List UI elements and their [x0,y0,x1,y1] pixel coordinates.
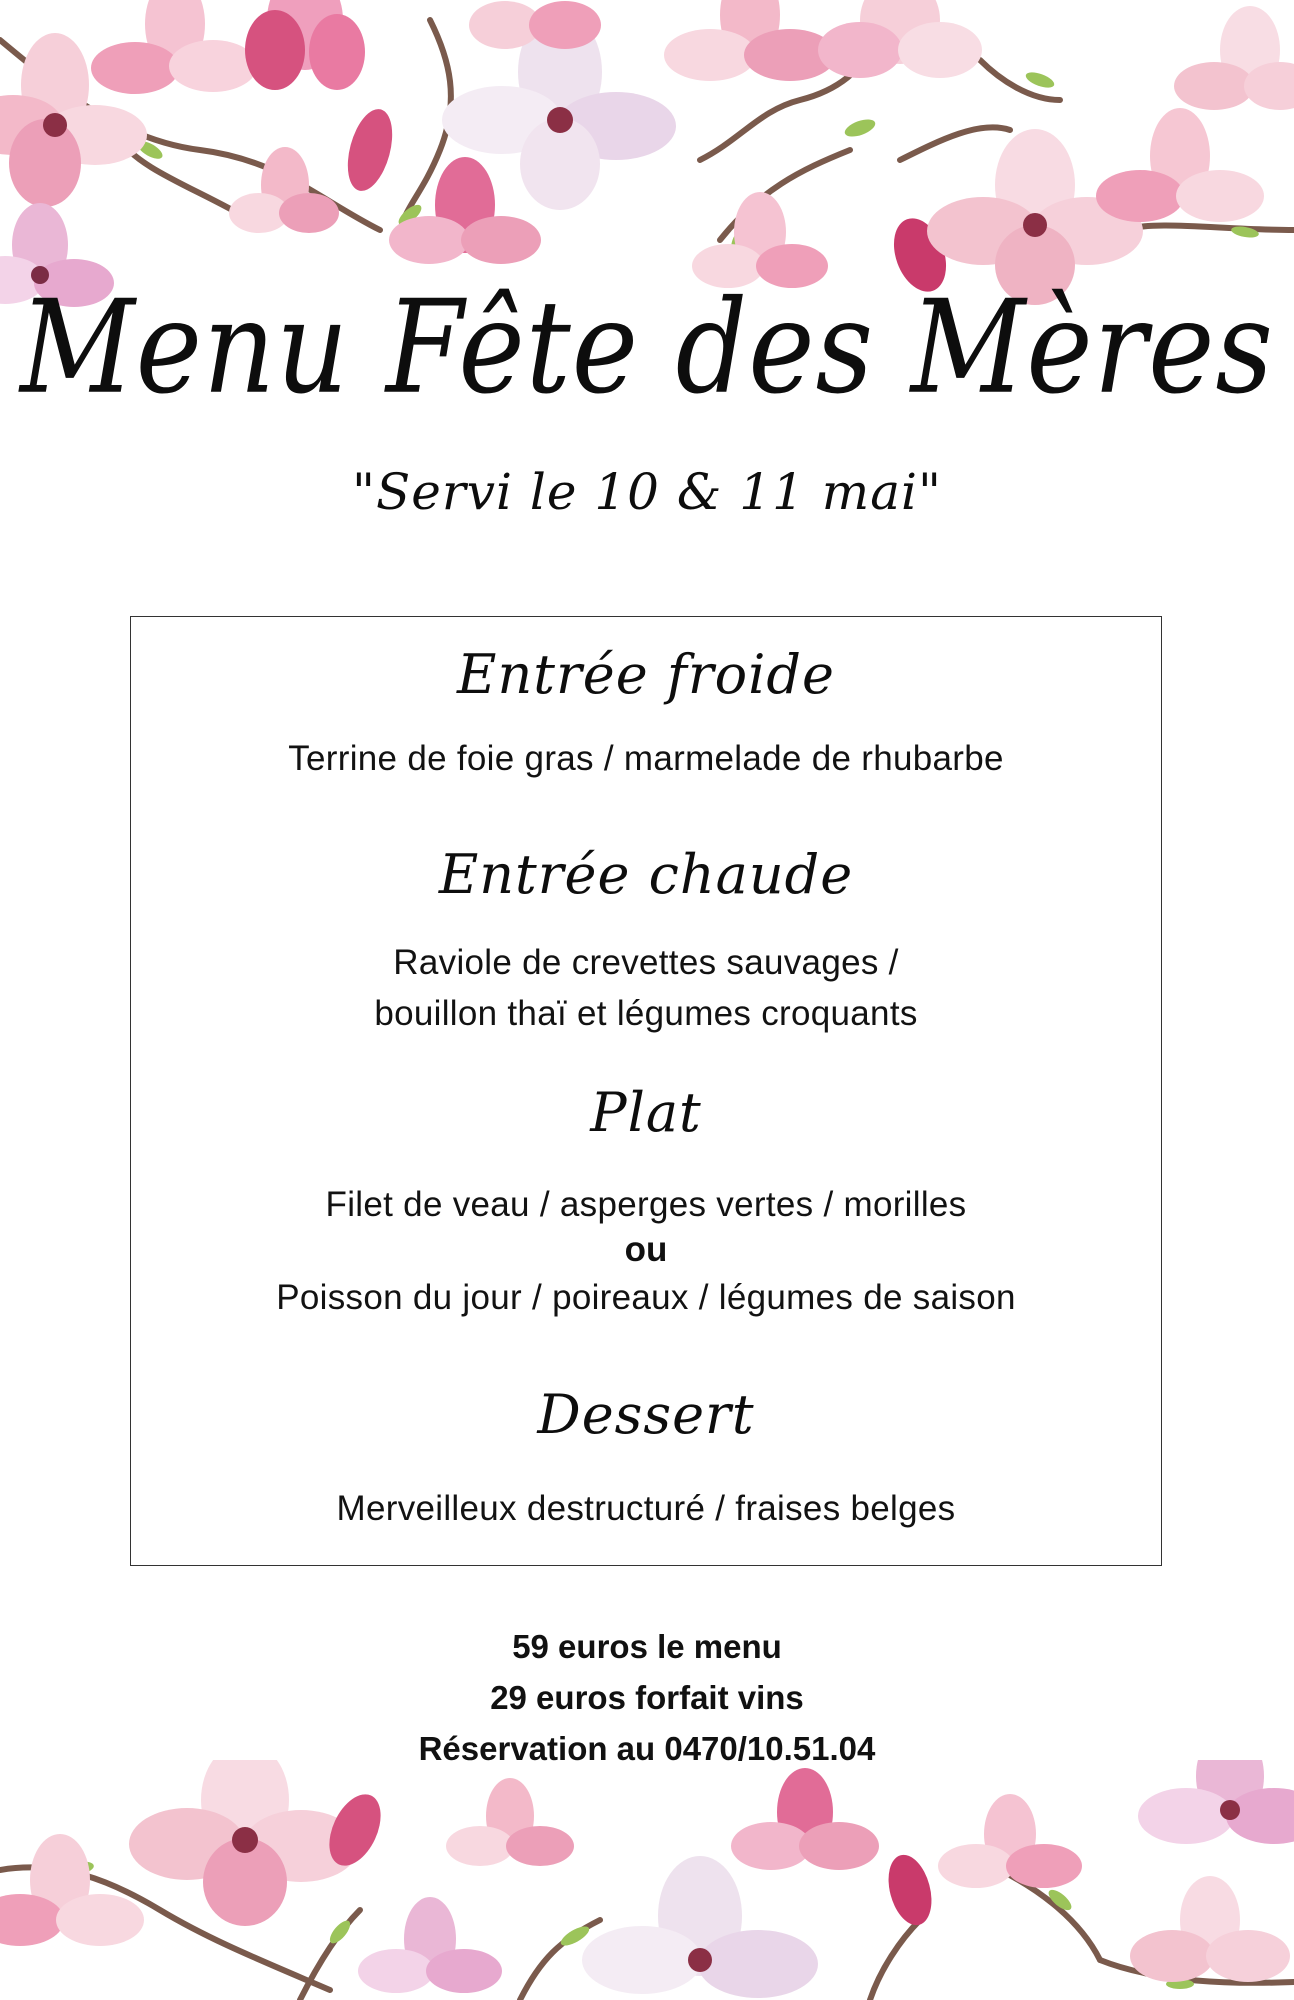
magnolia-flower [358,1897,502,1993]
magnolia-flower [1130,1876,1290,1982]
magnolia-flower [731,1768,879,1870]
magnolia-flower [1174,6,1294,110]
course-heading-plat: Plat [590,1081,702,1144]
reservation-phone: Réservation au 0470/10.51.04 [418,1730,876,1767]
dish-plat-option-1: Filet de veau / asperges vertes / morilles [325,1185,967,1224]
magnolia-flower [818,0,982,78]
magnolia-flower [582,1856,818,1998]
menu-title: Menu Fête des Mères [20,273,1274,423]
magnolia-flower [1096,108,1264,222]
magnolia-flower [91,0,257,94]
magnolia-bud [340,104,400,195]
course-heading-dessert: Dessert [537,1383,755,1446]
magnolia-bud [881,1850,938,1930]
course-heading-entree-froide: Entrée froide [457,643,835,706]
dish-plat-option-2: Poisson du jour / poireaux / légumes de saison [276,1278,1016,1317]
price-wine-package: 29 euros forfait vins [490,1679,804,1716]
dish-entree-chaude-line-1: Raviole de crevettes sauvages / [393,943,899,982]
magnolia-flower [1138,1760,1294,1844]
magnolia-illustration-bottom [0,1760,1294,2000]
price-menu: 59 euros le menu [512,1628,782,1665]
magnolia-flower [664,0,836,81]
floral-border-bottom [0,1760,1294,2000]
magnolia-flower [938,1794,1082,1888]
dish-entree-froide: Terrine de foie gras / marmelade de rhubarbe [288,739,1004,778]
dish-dessert: Merveilleux destructuré / fraises belges [336,1489,956,1528]
magnolia-flower [446,1778,574,1866]
dish-plat-separator: ou [624,1230,668,1269]
dish-entree-chaude-line-2: bouillon thaï et légumes croquants [374,994,918,1033]
magnolia-flower [245,0,365,90]
service-dates-subtitle: "Servi le 10 & 11 mai" [352,463,942,521]
menu-card [130,616,1162,1566]
magnolia-flower [129,1760,359,1926]
course-heading-entree-chaude: Entrée chaude [438,843,854,906]
